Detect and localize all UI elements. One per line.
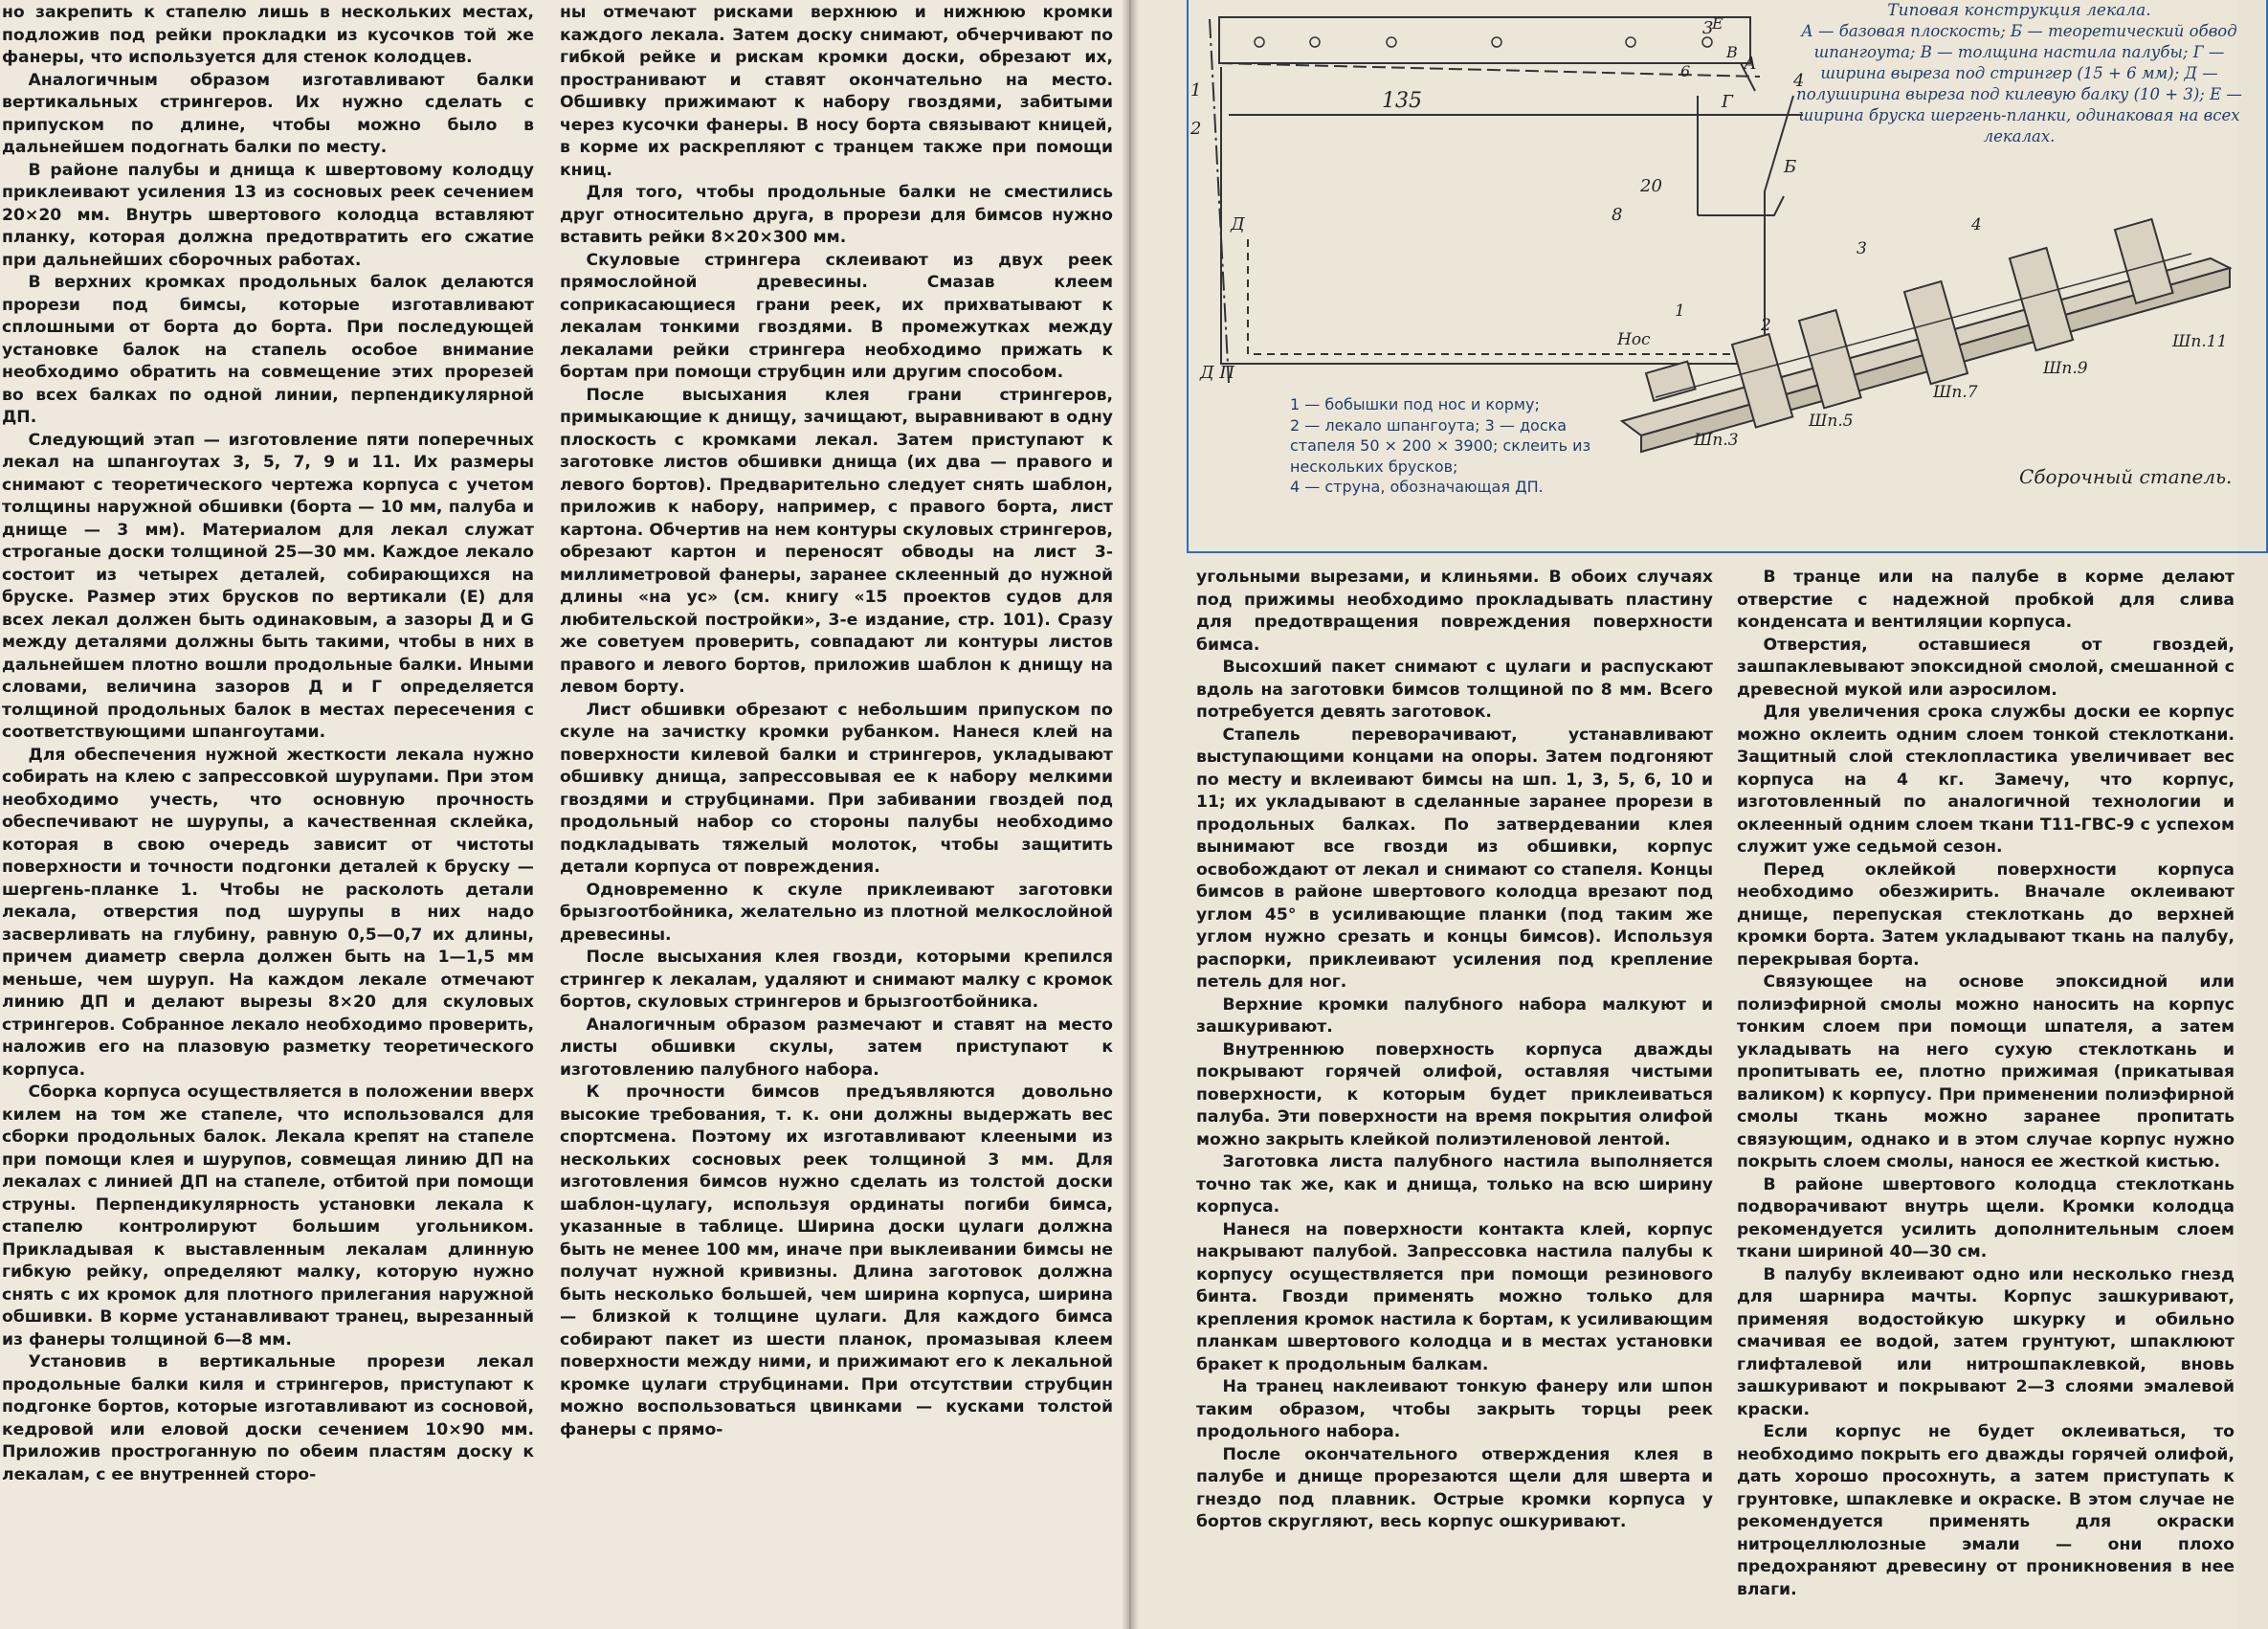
text-column-1 [2,2,534,1486]
paragraph: Если корпус не будет оклеиваться, то необходимо покрыть его дважды горячей олифой, дать хорошо просохнуть, а затем приступать к грунтовке, шпаклевке и окраске. В этом случае не рекомендуется применять для окраски нитроцеллюлозные эмали — они плохо предохраняют древесину от проникновения в нее влаги. [1737,1422,2235,1599]
assembly-drawing [1617,201,2249,450]
paragraph: Верхние кромки палубного набора малкуют и зашкуривают. [1196,994,1713,1037]
paragraph: На транец наклеивают тонкую фанеру или шпон таким образом, чтобы закрыть торцы реек продольного набора. [1196,1377,1713,1441]
letter-v-label: В [1726,43,1738,61]
paragraph: Для того, чтобы продольные балки не сместились друг относительно друга, в прорези для бимсов нужно вставить рейки 8×20×300 мм. [560,183,1113,247]
text-column-3 [1196,567,1713,1534]
assembly-caption: Сборочный стапель. [2019,465,2233,488]
num-3-label: 3 [1702,18,1714,38]
legend-item: 2 — лекало шпангоута; 3 — доска стапеля 50 × 200 × 3900; склеить из нескольких брусков; [1290,415,1591,476]
paragraph: Стапель переворачивают, устанавливают выступающими концами на опоры. Затем подгоняют по месту и вклеивают бимсы на шп. 1, 3, 5, 6, 10 и 11; их укладывают в сделанные заранее прорези в продольных балках. По затвердевании клея вынимают все гвозди из обшивки, корпус освобождают от лекал и снимают со стапеля. Концы бимсов в районе швертового колодца врезают под углом 45° в усиливающие планки (под таким же углом нужно срезать и концы бимсов). Используя распорки, приклеивают усиления под крепление петель для ног. [1196,725,1713,992]
sp3-label: Шп.3 [1694,431,1739,450]
paragraph: Заготовка листа палубного настила выполняется точно так же, как и днища, только на всю ширину корпуса. [1196,1152,1713,1216]
paragraph: После окончательного отверждения клея в палубе и днище прорезаются щели для шверта и гнездо под плавник. Острые кромки корпуса у бортов скругляют, весь корпус ошкуривают. [1196,1444,1713,1531]
paragraph: В районе швертового колодца стеклоткань подворачивают внутрь щели. Кромки колодца рекомендуется усилить дополнительным слоем ткани шириной 40—30 см. [1737,1174,2235,1261]
paragraph: В районе палубы и днища к швертовому колодцу приклеивают усиления 13 из сосновых реек сечением 20×20 мм. Внутрь швертового колодца вставляют планку, которая должна предотвратить его сжатие при дальнейших сборочных работах. [2,160,534,270]
paragraph: Для обеспечения нужной жесткости лекала нужно собирать на клею с запрессовкой шурупами. При этом необходимо учесть, что основную прочность обеспечивают не шурупы, а качественная склейка, которая в свою очередь зависит от чистоты поверхности и точности подгонки деталей к бруску — шергень-планке 1. Чтобы не расколоть детали лекала, отверстия под шурупы в них надо засверливать на глубину, равную 0,5—0,7 их длины, причем диаметр сверла должен быть на 1—1,5 мм меньше, чем шуруп. На каждом лекале отмечают линию ДП и делают вырезы 8×20 для скуловых стрингеров. Собранное лекало необходимо проверить, наложив его на плазовую разметку теоретического корпуса. [2,745,534,1080]
letter-a-label: А [1744,54,1757,74]
dim-20-label: 20 [1640,176,1662,196]
sp7-label: Шп.7 [1933,383,1978,402]
shergen-plank [1219,17,1750,63]
paragraph: После высыхания клея гвозди, которыми крепился стрингер к лекалам, удаляют и снимают малку с кромок бортов, скуловых стрингеров и брызгоотбойника. [560,948,1113,1012]
sp11-label: Шп.11 [2172,332,2228,351]
legend-item: 1 — бобышки под нос и корму; [1290,395,1540,413]
paragraph: Аналогичным образом изготавливают балки вертикальных стрингеров. Их нужно сделать с припуском по длине, чтобы можно было в дальнейшем подогнать балки по месту. [2,70,534,157]
paragraph: ны отмечают рисками верхнюю и нижнюю кромки каждого лекала. Затем доску снимают, обчерчивают по гибкой рейке и рискам кромки доски, обрезают их, пространивают и ставят окончательно на место. Обшивку прижимают к набору гвоздями, забитыми через кусочки фанеры. В носу борта связывают кницей, в корме их раскрепляют с транцем также при помощи книц. [560,3,1113,180]
text-column-4 [1737,567,2235,1601]
figure-legend [1290,394,1606,498]
letter-e-label: Е [1712,14,1723,33]
figure-caption-body: А — базовая плоскость; Б — теоретический обвод шпангоута; В — толщина настила палубы; Г — ширина выреза под стрингер (15 + 6 мм); Д — полуширина выреза под килевую балку (10 + 3); Е — ширина бруска шергень-планки, одинаковая на всех лекалах. [1796,22,2242,145]
paragraph: Отверстия, оставшиеся от гвоздей, зашпаклевывают эпоксидной смолой, смешанной с древесной мукой или аэросилом. [1737,635,2235,700]
num-1-label: 1 [1190,80,1202,100]
sp5-label: Шп.5 [1809,412,1854,431]
text-column-2 [560,2,1113,1441]
sp9-label: Шп.9 [2043,359,2088,378]
paragraph: Аналогичным образом размечают и ставят на место листы обшивки скулы, затем приступают к изготовлению палубного набора. [560,1015,1113,1080]
num-4-label: 4 [1793,71,1805,91]
paragraph: Одновременно к скуле приклеивают заготовки брызгоотбойника, желательно из плотной мелкослойной древесины. [560,880,1113,945]
assembly-num-3: 3 [1857,239,1867,258]
paragraph: В палубу вклеивают одно или несколько гнезд для шарнира мачты. Корпус зашкуривают, применяя водостойкую шкурку и обильно смачивая ее водой, затем грунтуют, шпаклюют глифталевой или нитрошпаклевкой, вновь зашкуривают и покрывают 2—3 слоями эмалевой краски. [1737,1264,2235,1419]
left-page [0,0,1129,1629]
paragraph: Сборка корпуса осуществляется в положении вверх килем на том же стапеле, что использовался для сборки продольных балок. Лекала крепят на стапеле при помощи клея и шурупов, совмещая линию ДП на лекалах с линией ДП на стапеле, отбитой при помощи струны. Перпендикулярность установки лекала к стапелю контролируют большим угольником. Прикладывая к выставленным лекалам длинную гибкую рейку, определяют малку, которую нужно снять с их кромок для плотного прилегания наружной обшивки. В корме устанавливают транец, вырезанный из фанеры толщиной 6—8 мм. [2,1082,534,1350]
paragraph: Внутреннюю поверхность корпуса дважды покрывают горячей олифой, оставляя чистыми поверхности, к которым будет приклеиваться палуба. Эти поверхности на время покрытия олифой можно закрыть клейкой полиэтиленовой лентой. [1196,1039,1713,1149]
paragraph: Для увеличения срока службы доски ее корпус можно оклеить одним слоем тонкой стеклоткани. Защитный слой стеклопластика увеличивает вес корпуса на 4 кг. Замечу, что корпус, изготовленный по аналогичной технологии и оклеенный одним слоем ткани Т11-ГВС-9 с успехом служит уже седьмой сезон. [1737,703,2235,857]
paragraph: угольными вырезами, и клиньями. В обоих случаях под прижимы необходимо прокладывать пластину для предотвращения повреждения поверхности бимса. [1196,568,1713,655]
nos-label: Нос [1617,330,1651,349]
letter-b-label: Б [1784,157,1797,177]
letter-d-label: Д [1231,214,1245,234]
figure-caption [1790,0,2249,147]
paragraph: В верхних кромках продольных балок делаются прорези под бимсы, которые изготавливают сплошными от борта до борта. При последующей установке балок на стапель особое внимание необходимо обратить на совмещение этих прорезей во всех балках по одной линии, перпендикулярной ДП. [2,273,534,427]
paragraph: Перед оклейкой поверхности корпуса необходимо обезжирить. Вначале оклеивают днище, перепуская стеклоткань до верхней кромки борта. Затем укладывают ткань на палубу, перекрывая борта. [1737,859,2235,970]
assembly-num-4: 4 [1971,215,1982,234]
figure-caption-title: Типовая конструкция лекала. [1887,1,2151,20]
letter-g-label: Г [1722,92,1733,112]
paragraph: Связующее на основе эпоксидной или полиэфирной смолы можно наносить на корпус тонким слоем при помощи шпателя, а затем укладывать на него сухую стеклоткань и пропитывать ее, плотно прижимая (прикатывая валиком) к корпусу. При применении полиэфирной смолы ткань можно заранее пропитать связующим, однако и в этом случае корпус нужно покрыть слоем смолы, нанося ее жесткой кистью. [1737,972,2235,1172]
paragraph: Следующий этап — изготовление пяти поперечных лекал на шпангоутах 3, 5, 7, 9 и 11. Их размеры снимают с теоретического чертежа корпуса с учетом толщины наружной обшивки (борта — 10 мм, палуба и днище — 3 мм). Материалом для лекал служат строганые доски толщиной 25—30 мм. Каждое лекало состоит из четырех деталей, собирающихся на бруске. Размер этих брусков по вертикали (Е) для всех лекал должен быть одинаковым, а зазоры Д и G между деталями должны быть такими, чтобы в них в дальнейшем плотно вошли продольные балки. Иными словами, величина зазоров Д и Г определяется толщиной продольных балок в местах пересечения с соответствующими шпангоутами. [2,430,534,742]
assembly-num-2: 2 [1761,316,1771,335]
paragraph: но закрепить к стапелю лишь в нескольких местах, подложив под рейки прокладки из кусочков той же фанеры, что используется для стенок колодцев. [2,3,534,67]
dim-8-label: 8 [1612,205,1623,225]
paragraph: Высохший пакет снимают с цулаги и распускают вдоль на заготовки бимсов толщиной по 8 мм. Всего потребуется девять заготовок. [1196,658,1713,722]
paragraph: Скуловые стрингера склеивают из двух реек прямослойной древесины. Смазав клеем соприкасающиеся грани реек, их прихватывают к лекалам тонкими гвоздями. В промежутках между лекалами рейки стрингера необходимо прижать к бортам при помощи струбцин или другим способом. [560,250,1113,382]
assembly-num-1: 1 [1675,301,1685,321]
paragraph: Лист обшивки обрезают с небольшим припуском по скуле на зачистку кромки рубанком. Нанеся клей на поверхности килевой балки и стрингеров, укладывают обшивку днища, запрессовывая ее к набору мелкими гвоздями и струбцинами. При забивании гвоздей под продольный набор со стороны палубы необходимо подкладывать тяжелый молоток, чтобы защитить детали корпуса от повреждения. [560,700,1113,877]
num-2-label: 2 [1190,119,1202,139]
legend-item: 4 — струна, обозначающая ДП. [1290,478,1544,496]
paragraph: В транце или на палубе в корме делают отверстие с надежной пробкой для слива конденсата и вентиляции корпуса. [1737,568,2235,632]
paragraph: Установив в вертикальные прорези лекал продольные балки киля и стрингеров, приступают к подгонке бортов, которые изготавливают из сосновой, кедровой или еловой доски сечением 10×90 мм. Приложив простроганную по обеим пластям доску к лекалам, с ее внутренней сторо- [2,1352,534,1484]
dim-6-label: 6 [1680,62,1691,80]
dim-135-label: 135 [1382,89,1422,113]
paragraph: Нанеся на поверхности контакта клей, корпус накрывают палубой. Запрессовка настила палубы к корпусу осуществляется при помощи резинового бинта. Гвозди применять можно только для крепления кромок настила к бортам, к усиливающим планкам швертового колодца и в местах установки бракет к продольным балкам. [1196,1219,1713,1374]
page-gutter [1122,0,1139,1629]
paragraph: К прочности бимсов предъявляются довольно высокие требования, т. к. они должны выдержать вес спортсмена. Поэтому их изготавливают клееными из нескольких сосновых реек толщиной 3 мм. Для изготовления бимсов нужно сделать из толстой доски шаблон-цулагу, используя ординаты погиби бимса, указанные в таблице. Ширина доски цулаги должна быть не менее 100 мм, иначе при выклеивании бимсы не получат нужной кривизны. Длина заготовок должна быть несколько большей, чем ширина корпуса, ширина — близкой к толщине цулаги. Для каждого бимса собирают пакет из шести планок, промазывая клеем поверхности между ними, и прижимают его к лекальной кромке цулаги струбцинами. При отсутствии струбцин можно воспользоваться цвинками — кусками толстой фанеры с прямо- [560,1082,1113,1439]
dp-label: Д П [1200,363,1235,383]
paragraph: После высыхания клея грани стрингеров, примыкающие к днищу, зачищают, выравнивают в одну плоскость с кромками лекал. Затем приступают к заготовке листов обшивки днища (их два — правого и левого бортов). Предварительно следует снять шаблон, приложив к набору, например, с правого борта, лист картона. Обчертив на нем контуры скуловых стрингеров, обрезают картон и переносят обводы на лист 3-миллиметровой фанеры, заранее склеенный до нужной длины «на ус» (см. книгу «15 проектов судов для любительской постройки», 3-е издание, стр. 101). Сразу же советуем проверить, совпадают ли контуры листов правого и левого бортов, приложив шаблон к днищу на левом борту. [560,385,1113,697]
